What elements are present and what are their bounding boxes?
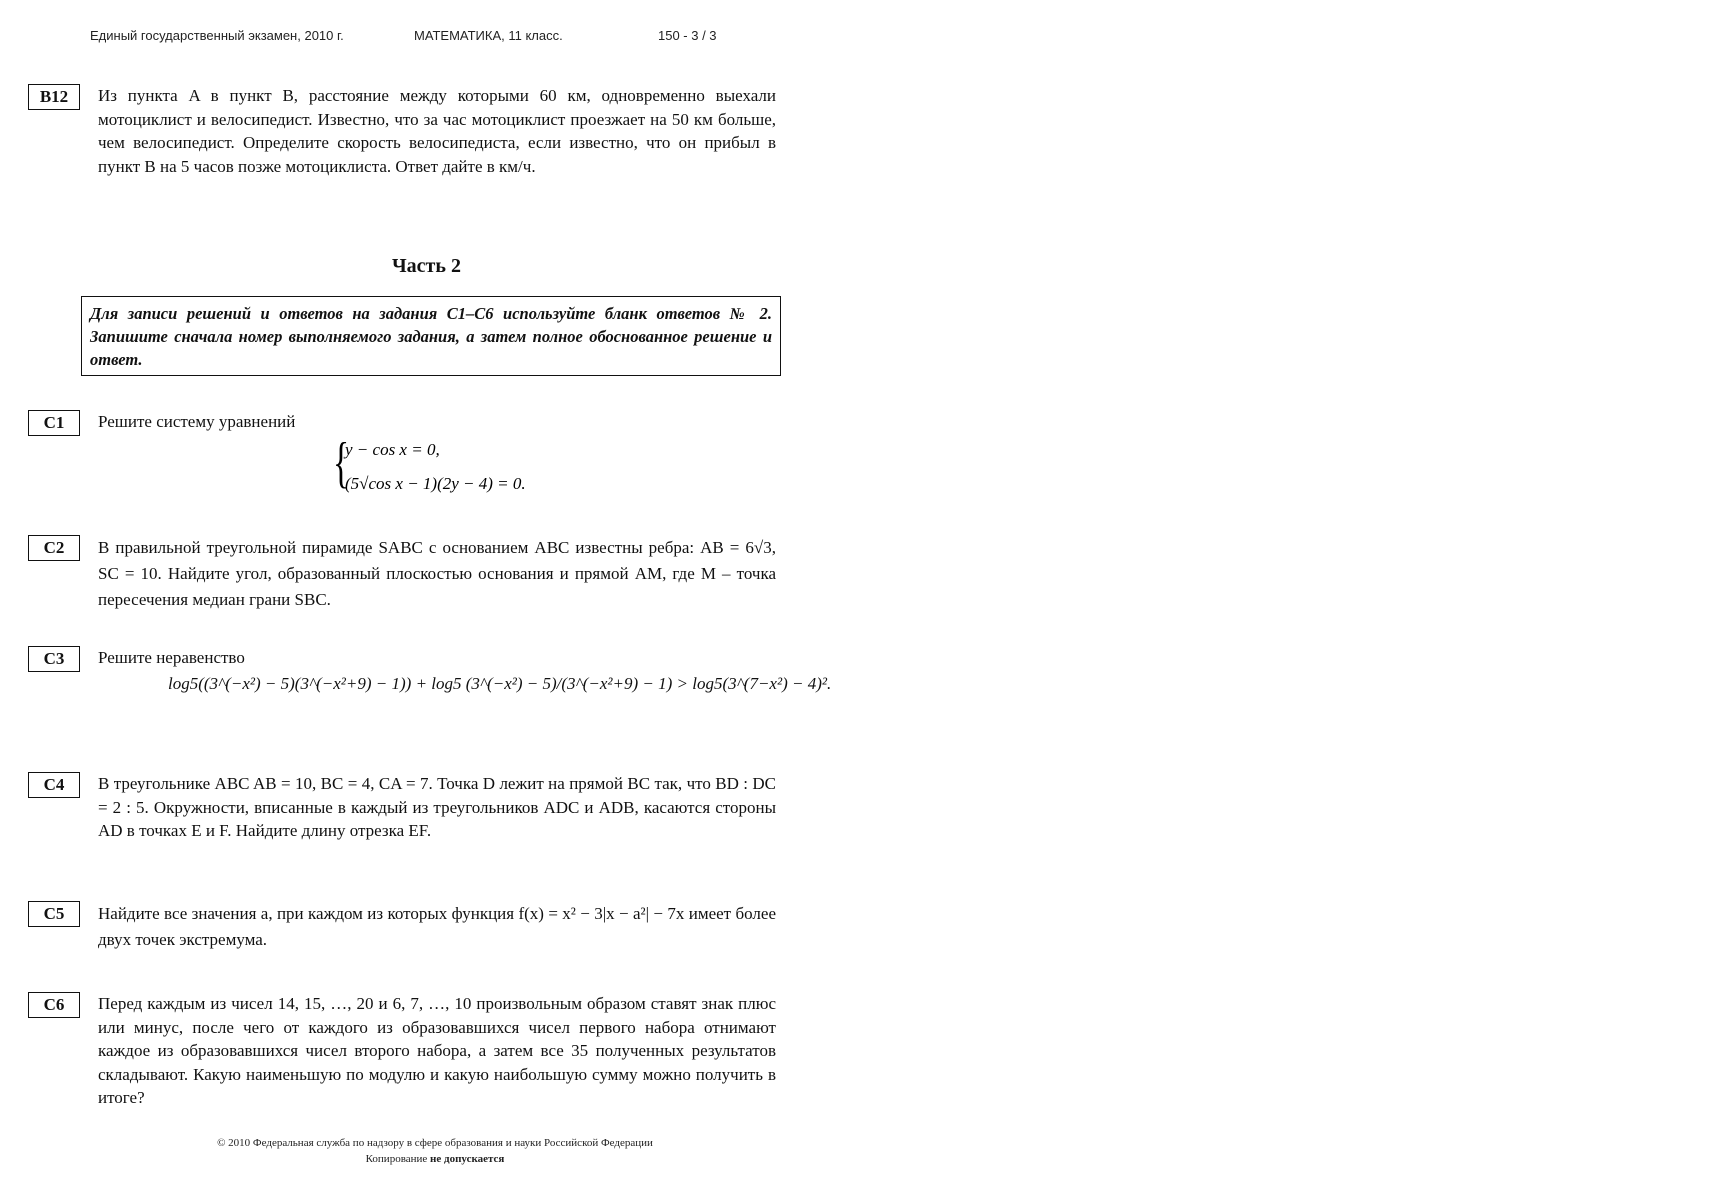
page-footer bbox=[0, 1135, 870, 1167]
task-text-c3: Решите неравенство bbox=[98, 648, 245, 667]
task-text-c1: Решите систему уравнений bbox=[98, 412, 296, 431]
c1-brace: { bbox=[333, 431, 350, 494]
task-text-c4: В треугольнике ABC AB = 10, BC = 4, CA = 7. Точка D лежит на прямой BC так, что BD : DC = 2 : 5. Окружности, вписанные в каждый из треугольников ADC и ADB, касаются стороны AD в точках E и F. Найдите длину отрезка EF. bbox=[98, 774, 776, 840]
page-number: 150 - 3 / 3 bbox=[658, 28, 717, 43]
copy-notice-prefix: Копирование bbox=[365, 1153, 431, 1165]
task-label-c6: C6 bbox=[28, 992, 80, 1018]
subject-title: МАТЕМАТИКА, 11 класс. bbox=[414, 28, 563, 43]
task-label-b12: B12 bbox=[28, 84, 80, 110]
c3-formula: log5((3^(−x²) − 5)(3^(−x²+9) − 1)) + log5 (3^(−x²) − 5)/(3^(−x²+9) − 1) > log5(3^(7−x²) − 4)². bbox=[168, 674, 832, 693]
task-label-c1: C1 bbox=[28, 410, 80, 436]
instruction-box: Для записи решений и ответов на задания С1–С6 используйте бланк ответов № 2. Запишите сначала номер выполняемого задания, а затем полное обоснованное решение и ответ. bbox=[81, 296, 781, 376]
task-label-c4: C4 bbox=[28, 772, 80, 798]
exam-title: Единый государственный экзамен, 2010 г. bbox=[90, 28, 344, 43]
c1-eq1: y − cos x = 0, bbox=[345, 440, 440, 459]
c1-eq2: (5√cos x − 1)(2y − 4) = 0. bbox=[345, 474, 526, 493]
copyright-line: © 2010 Федеральная служба по надзору в сфере образования и науки Российской Федерации bbox=[217, 1137, 653, 1149]
copy-notice-bold: не допускается bbox=[430, 1153, 505, 1165]
task-label-c3: C3 bbox=[28, 646, 80, 672]
task-label-c5: C5 bbox=[28, 901, 80, 927]
task-text-c5: Найдите все значения a, при каждом из которых функция f(x) = x² − 3|x − a²| − 7x имеет более двух точек экстремума. bbox=[98, 904, 776, 949]
task-text-c6: Перед каждым из чисел 14, 15, …, 20 и 6, 7, …, 10 произвольным образом ставят знак плюс или минус, после чего от каждого из образовавшихся чисел первого набора отнимают каждое из образовавшихся чисел второго набора, а затем все 35 полученных результатов складывают. Какую наименьшую по модулю и какую наибольшую сумму можно получить в итоге? bbox=[98, 994, 776, 1107]
c1-system bbox=[333, 431, 563, 501]
copy-notice bbox=[0, 1151, 870, 1167]
task-label-c2: C2 bbox=[28, 535, 80, 561]
part-title: Часть 2 bbox=[392, 255, 461, 277]
task-text-c2: В правильной треугольной пирамиде SABC с основанием ABC известны ребра: AB = 6√3, SC = 10. Найдите угол, образованный плоскостью основания и прямой AM, где M – точка пересечения медиан грани SBC. bbox=[98, 538, 776, 609]
task-text-b12: Из пункта A в пункт B, расстояние между которыми 60 км, одновременно выехали мотоциклист и велосипедист. Известно, что за час мотоциклист проезжает на 50 км больше, чем велосипедист. Определите скорость велосипедиста, если известно, что он прибыл в пункт B на 5 часов позже мотоциклиста. Ответ дайте в км/ч. bbox=[98, 86, 776, 176]
